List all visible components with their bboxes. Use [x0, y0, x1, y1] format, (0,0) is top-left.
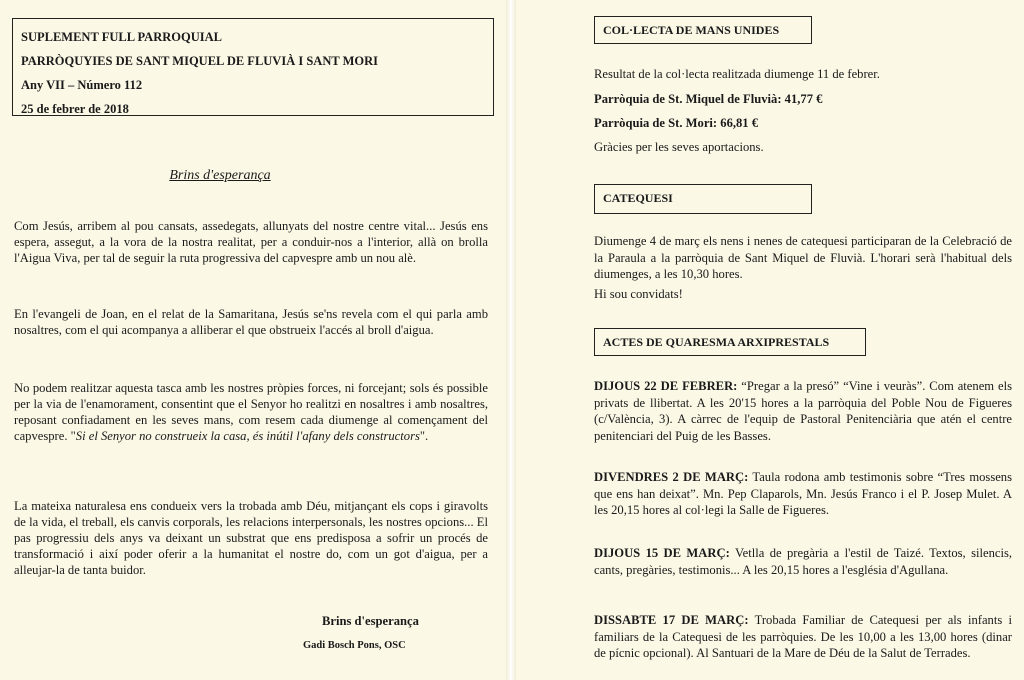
acte-item-3 [594, 545, 1012, 578]
header-line-2: PARRÒQUYIES DE SANT MIQUEL DE FLUVIÀ I SANT MORI [21, 54, 379, 68]
acte-text: Trobada Familiar de Catequesi per als infants i familiars de la Catequesi de les parròquies. De les 10,00 a les 13,00 hores (dinar de pícnic opcional). Al Santuari de la Mare de Déu de la Salut de Terrades. [594, 613, 1012, 660]
paragraph-4: La mateixa naturalesa ens condueix vers la trobada amb Déu, mitjançant els cops i giravolts de la vida, el treball, els canvis corporals, les relacions interpersonals, les nostres opcions... El pas progressiu dels anys va deixant un substrat que ens predisposa a sofrir un procés de transformació i així poder oferir a la humanitat el nostre do, com un got d'aigua, per a alleujar-la de tanta buidor. [14, 499, 488, 577]
header-line-1: SUPLEMENT FULL PARROQUIAL [21, 30, 222, 44]
acte-text: “Pregar a la presó” “Vine i veuràs”. Com atenem els privats de llibertat. A les 20'15 hores a la parròquia del Poble Nou de Figueres (c/València, 3). A càrrec de l'equip de Pastoral Penitenciària que atén el centre penitenciari del Puig de les Basses. [594, 379, 1013, 443]
paragraph-3-end: ". [419, 429, 429, 443]
paragraph-3 [14, 380, 488, 444]
acte-item-4 [594, 612, 1012, 662]
psalm-quote: Si el Senyor no construeix la casa, és inútil l'afany dels constructors [75, 429, 420, 443]
acte-date: DISSABTE 17 DE MARÇ: [594, 613, 749, 627]
bulletin-header [12, 18, 494, 116]
left-page [0, 0, 508, 680]
acte-date: DIVENDRES 2 DE MARÇ: [594, 470, 749, 484]
acte-date: DIJOUS 15 DE MARÇ: [594, 546, 730, 560]
collecta-thanks: Gràcies per les seves aportacions. [594, 140, 764, 154]
acte-date: DIJOUS 22 DE FEBRER: [594, 379, 738, 393]
acte-item-2 [594, 469, 1012, 519]
catequesi-heading: CATEQUESI [594, 184, 812, 214]
header-line-3: Any VII – Número 112 [21, 78, 143, 92]
collecta-heading: COL·LECTA DE MANS UNIDES [594, 16, 812, 44]
acte-text: Vetlla de pregària a l'estil de Taizé. Textos, silencis, cants, pregàries, testimonis... A les 20,15 hores a l'església d'Agullana. [594, 546, 1012, 577]
collecta-amount-fluvia: Parròquia de St. Miquel de Fluvià: 41,77 € [594, 92, 823, 106]
header-line-4: 25 de febrer de 2018 [21, 102, 129, 116]
acte-item-1 [594, 378, 1012, 444]
paragraph-2: En l'evangeli de Joan, en el relat de la Samaritana, Jesús se'ns revela com el qui parla amb nosaltres, com el qui acompanya a alliberar el que obstrueix l'accés al broll d'aigua. [14, 307, 488, 337]
acte-text: Taula rodona amb testimonis sobre “Tres mossens que ens han deixat”. Mn. Pep Claparols, Mn. Jesús Franco i el P. Josep Mulet. A les 20,15 hores al col·legi la Salle de Figueres. [594, 470, 1013, 517]
page-fold [506, 0, 516, 680]
paragraph-3-text: No podem realitzar aquesta tasca amb les nostres pròpies forces, ni forcejant; sols és possible per la via de l'enamorament, consentint que el Senyor ho realitzi en nosaltres i amb nosaltres, reposant confiadament en les seves mans, com resem cada diumenge al començament del capvespre. " [14, 381, 488, 443]
actes-heading: ACTES DE QUARESMA ARXIPRESTALS [594, 328, 866, 356]
paragraph-1: Com Jesús, arribem al pou cansats, assedegats, allunyats del nostre centre vital... Jesús ens espera, assegut, a la vora de la nostra realitat, per a conduir-nos a l'interior, allà on brolla l'Aigua Viva, per tal de seguir la ruta progressiva del capvespre amb un nou alè. [14, 219, 488, 265]
collecta-intro: Resultat de la col·lecta realitzada diumenge 11 de febrer. [594, 67, 880, 81]
right-page [516, 0, 1024, 680]
catequesi-invite: Hi sou convidats! [594, 287, 683, 301]
article-title: Brins d'esperança [169, 168, 271, 183]
signature-author: Gadi Bosch Pons, OSC [303, 640, 406, 651]
collecta-amount-mori: Parròquia de St. Mori: 66,81 € [594, 116, 759, 130]
catequesi-text: Diumenge 4 de març els nens i nenes de catequesi participaran de la Celebració de la Paraula a la parròquia de Sant Miquel de Fluvià. L'horari serà l'habitual dels diumenges, a les 10,30 hores. [594, 234, 1012, 281]
signature-title: Brins d'esperança [322, 614, 419, 628]
